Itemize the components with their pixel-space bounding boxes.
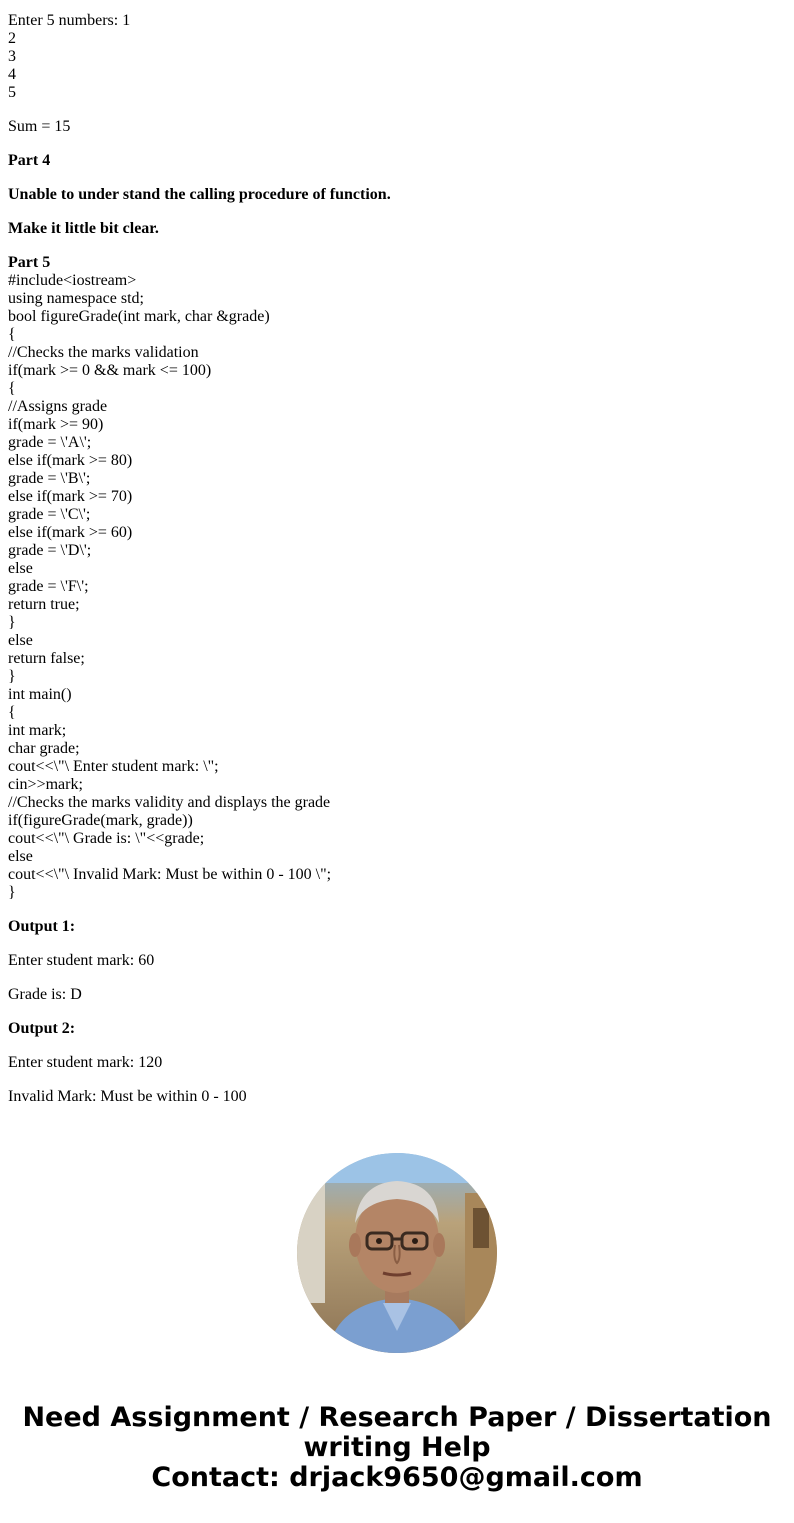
code-line: {	[8, 380, 16, 397]
code-line: cout<<\"\ Grade is: \"<<grade;	[8, 830, 205, 847]
part4-question: Unable to under stand the calling procedure of function.	[8, 186, 391, 203]
code-line: return false;	[8, 650, 85, 667]
output1-heading: Output 1:	[8, 918, 76, 935]
output-line: 4	[8, 66, 16, 83]
output-line: Enter 5 numbers: 1	[8, 12, 131, 29]
code-line: int mark;	[8, 722, 67, 739]
code-line: else	[8, 632, 33, 649]
output1-result: Grade is: D	[8, 986, 82, 1003]
code-line: #include<iostream>	[8, 272, 137, 289]
code-line: else	[8, 848, 33, 865]
code-line: if(figureGrade(mark, grade))	[8, 812, 193, 829]
code-line: else if(mark >= 60)	[8, 524, 133, 541]
code-line: using namespace std;	[8, 290, 144, 307]
output-line: 3	[8, 48, 16, 65]
output2-result: Invalid Mark: Must be within 0 - 100	[8, 1088, 247, 1105]
code-line: grade = \'D\';	[8, 542, 92, 559]
author-avatar	[297, 1153, 497, 1353]
code-listing	[8, 272, 786, 902]
footer-line-3: Contact: drjack9650@gmail.com	[151, 1462, 643, 1493]
output2-prompt: Enter student mark: 120	[8, 1054, 163, 1071]
document-body	[8, 12, 786, 1106]
code-line: cout<<\"\ Invalid Mark: Must be within 0 - 100 \";	[8, 866, 332, 883]
code-line: if(mark >= 90)	[8, 416, 104, 433]
code-line: //Checks the marks validity and displays the grade	[8, 794, 331, 811]
code-line: {	[8, 704, 16, 721]
part5-heading: Part 5	[8, 254, 51, 271]
output-line: 2	[8, 30, 16, 47]
code-line: cout<<\"\ Enter student mark: \";	[8, 758, 219, 775]
footer-line-2: writing Help	[303, 1432, 491, 1463]
code-line: if(mark >= 0 && mark <= 100)	[8, 362, 212, 379]
code-line: }	[8, 668, 16, 685]
output2-heading: Output 2:	[8, 1020, 76, 1037]
code-line: grade = \'C\';	[8, 506, 91, 523]
sum-line: Sum = 15	[8, 118, 71, 135]
code-line: //Assigns grade	[8, 398, 108, 415]
output1-prompt: Enter student mark: 60	[8, 952, 155, 969]
footer-line-1: Need Assignment / Research Paper / Dissertation	[22, 1402, 772, 1433]
promo-footer	[0, 1403, 794, 1493]
code-line: //Checks the marks validation	[8, 344, 199, 361]
sample-output-block	[8, 12, 786, 102]
code-line: char grade;	[8, 740, 80, 757]
code-line: }	[8, 884, 16, 901]
code-line: {	[8, 326, 16, 343]
code-line: grade = \'B\';	[8, 470, 91, 487]
code-line: grade = \'A\';	[8, 434, 92, 451]
code-line: grade = \'F\';	[8, 578, 89, 595]
part4-heading: Part 4	[8, 152, 51, 169]
code-line: return true;	[8, 596, 80, 613]
code-line: else	[8, 560, 33, 577]
code-line: else if(mark >= 70)	[8, 488, 133, 505]
code-line: else if(mark >= 80)	[8, 452, 133, 469]
code-line: cin>>mark;	[8, 776, 83, 793]
part4-request: Make it little bit clear.	[8, 220, 159, 237]
output-line: 5	[8, 84, 16, 101]
code-line: bool figureGrade(int mark, char &grade)	[8, 308, 270, 325]
code-line: }	[8, 614, 16, 631]
code-line: int main()	[8, 686, 72, 703]
